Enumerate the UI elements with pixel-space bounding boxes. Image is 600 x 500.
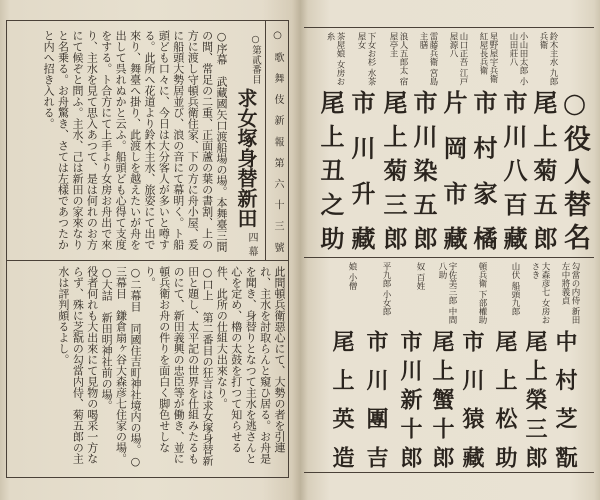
actor-name: 市川新十郎 (397, 330, 423, 468)
act-count: 四幕 (246, 232, 257, 256)
role-name: 浪人五郎太 宿屋亭主 (388, 32, 408, 86)
actor-name: 尾上英造 (329, 330, 355, 468)
synopsis-paragraph: ○序幕 武藏國矢口渡船場の場。本舞臺三間の間、常足の二重、正面蘆の葉の書割、上の方に渡し守頓兵衛住家、下の方に舟小屋、爰に船頭大勢居並び、浪の音にて幕明く。ト船頭ども口々に、今日は大分客人が多いと噂する。此所へ花道より鈴木主水、旅姿にて出で來り、舞臺へ掛り、此渡しを越えたいが舟を出して呉れぬかと云ふ。船頭ども心得て支度をする。ト合方にて上手より女房お舟出で來り、主水を見て思入あつて、是は何れのお方にて候ぞと問ふ。主水、己は新田の家來なりと名乗る。お舟驚き、さては左樣であつたかと内へ招き入れる。 (42, 30, 228, 252)
actor-name: 尾上蟹十郎 (429, 330, 455, 468)
synopsis-lower (12, 266, 286, 472)
actor-name: 市川團吉 (363, 330, 389, 468)
role-name: 山伏 船頭九郎 (510, 262, 520, 316)
synopsis-paragraph: ○口上 第二番目の狂言は求女塚身替新田と題し、太平記の世界を仕組みたるものにて、新田義興の忠臣等が働き、並に頓兵衛お舟の件りを面白く脚色せしなり。 (143, 266, 214, 466)
role-name: 勾當の内侍 新田左中將義貞 (560, 262, 580, 325)
actor-name: 尾上丑之助 (316, 90, 345, 250)
actor-name: 市川升藏 (347, 90, 376, 250)
section-divider (6, 260, 289, 261)
running-head-divider (265, 20, 266, 260)
cast-entry (457, 0, 487, 500)
actor-name: 市川猿藏 (459, 330, 485, 468)
role-name: 宇佐美三郎 中間八助 (437, 262, 457, 325)
program-number: ○第貳番目 (250, 34, 261, 84)
role-name: 娘 小僧 (347, 262, 357, 291)
actor-name: 尾上榮三郎 (522, 330, 548, 468)
actor-name: 尾上菊三郎 (379, 90, 408, 250)
actor-name: 中村芝翫 (552, 330, 578, 468)
role-name: 鈴木主水 九郎兵衛 (538, 32, 558, 86)
role-name: 茶屋娘 女房お糸 (325, 32, 345, 86)
cast-entry (327, 0, 357, 500)
synopsis-paragraph: ○二幕目 同國住吉町神社境内の場。○三幕目 鎌倉扇ヶ谷大森彦七住家の場。○大詰 新田明神社前の場。 (100, 266, 142, 468)
synopsis-paragraph: 此間頓兵衛惡心にて、大勢の者を引連れ、主水を討取らんと窺ひ居る。お舟是を聞き、身替りとなつて主水を逃さんと心を定め、櫓の太鼓を打つて知らせる件、此所の仕組大出來なり。 (215, 266, 286, 464)
role-name: 頓兵衛 下部權助 (477, 262, 487, 325)
cast-entry (550, 0, 580, 500)
role-name: 下女お杉 水茶屋女 (356, 32, 376, 86)
role-name: 雷藤兵衛 宮島主膳 (418, 32, 438, 86)
role-name: 平九郎 小女郎 (381, 262, 391, 316)
actor-name: 尾上菊五郎 (529, 90, 558, 250)
synopsis-upper (12, 30, 228, 254)
cast-entry (427, 0, 457, 500)
cast-list-heading: ○役人替名 (559, 88, 590, 250)
actor-name: 市川八百藏 (499, 90, 528, 250)
play-title: 求女塚身替新田 (234, 88, 258, 228)
running-head: ○歌舞伎新報第六十三號 (272, 30, 283, 252)
actor-name: 市村家橘 (469, 90, 498, 250)
actor-name: 尾上松助 (492, 330, 518, 468)
role-name: 星野屋宇兵衛 紅屋長兵衛 (478, 32, 498, 83)
role-name: 奴 百姓 (415, 262, 425, 291)
cast-entry (520, 0, 550, 500)
right-page (300, 0, 600, 500)
actor-name: 市川染五郎 (409, 90, 438, 250)
cast-entry (395, 0, 425, 500)
cast-entry (490, 0, 520, 500)
role-name: 大森彦七 女房おさき (530, 262, 550, 325)
cast-entry (361, 0, 391, 500)
actor-name: 片岡市藏 (439, 90, 468, 250)
role-name: 山口正吾 江戸屋源八 (448, 32, 468, 86)
role-name: 小山田太郎 小山田莊八 (508, 32, 528, 86)
synopsis-paragraph: 役者何れも大出來にて見物の喝采一方ならず、殊に芝翫の勾當内侍、菊五郎の主水は評判頗るよし。 (56, 266, 99, 464)
